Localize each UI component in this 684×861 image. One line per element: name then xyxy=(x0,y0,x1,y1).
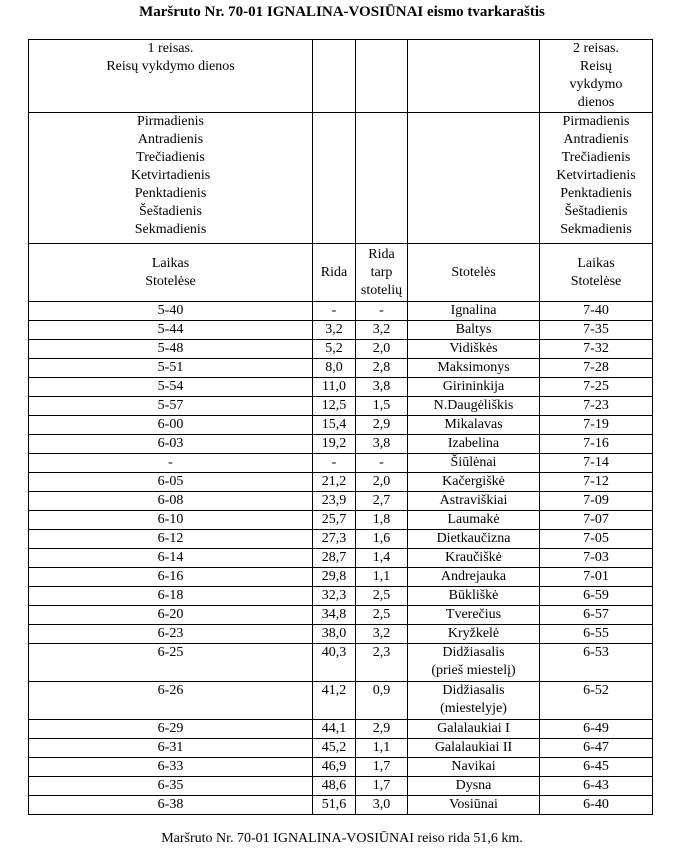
time-trip1-cell: 6-03 xyxy=(29,435,313,454)
trip1-header xyxy=(29,40,313,113)
between-distance-cell: 0,9 xyxy=(356,682,408,720)
column-header-row xyxy=(29,244,653,302)
stop-name: Kačergiškė xyxy=(442,474,505,489)
col-stops-header: Stotelės xyxy=(408,244,540,302)
distance-cell: 8,0 xyxy=(313,359,356,378)
between-distance-cell: - xyxy=(356,302,408,321)
distance-cell: 29,8 xyxy=(313,568,356,587)
route-distance-note: Maršruto Nr. 70-01 IGNALINA-VOSIŪNAI reiso rida 51,6 km. xyxy=(161,831,523,846)
trip1-days xyxy=(29,113,313,244)
schedule-row xyxy=(29,587,653,606)
between-distance-cell: 1,7 xyxy=(356,758,408,777)
schedule-row xyxy=(29,492,653,511)
stop-name: Būkliškė xyxy=(448,588,499,603)
distance-cell: - xyxy=(313,302,356,321)
distance-cell: 11,0 xyxy=(313,378,356,397)
col-between-header xyxy=(356,244,408,302)
time-trip2-cell: 7-03 xyxy=(540,549,653,568)
stop-name-cell xyxy=(408,359,540,378)
time-trip1-cell: 6-31 xyxy=(29,739,313,758)
stop-name-cell xyxy=(408,321,540,340)
distance-cell: 45,2 xyxy=(313,739,356,758)
time-trip2-cell: 7-16 xyxy=(540,435,653,454)
stop-name: Galalaukiai I xyxy=(437,721,510,736)
stop-name-cell xyxy=(408,777,540,796)
col-time2-line2: Stotelėse xyxy=(570,273,622,289)
col-distance-header: Rida xyxy=(313,244,356,302)
stop-name: Izabelina xyxy=(447,436,500,451)
time-trip1-cell: 6-20 xyxy=(29,606,313,625)
between-distance-cell: 2,8 xyxy=(356,359,408,378)
document-title: Maršruto Nr. 70-01 IGNALINA-VOSIŪNAI eismo tvarkaraštis xyxy=(139,4,545,20)
between-distance-cell: 2,9 xyxy=(356,720,408,739)
empty-cell xyxy=(408,40,540,113)
trip2-header-line2: Reisų xyxy=(580,59,612,74)
schedule-row xyxy=(29,454,653,473)
stop-name-cell xyxy=(408,796,540,815)
schedule-row xyxy=(29,568,653,587)
distance-cell: 38,0 xyxy=(313,625,356,644)
time-trip2-cell: 7-23 xyxy=(540,397,653,416)
between-distance-cell: 2,0 xyxy=(356,340,408,359)
stop-name: Tverečius xyxy=(445,607,502,622)
schedule-row xyxy=(29,302,653,321)
between-distance-cell: 3,2 xyxy=(356,321,408,340)
schedule-row xyxy=(29,397,653,416)
distance-cell: 40,3 xyxy=(313,644,356,682)
between-distance-cell: 1,4 xyxy=(356,549,408,568)
time-trip1-cell: 6-23 xyxy=(29,625,313,644)
empty-cell xyxy=(313,40,356,113)
between-distance-cell: 2,7 xyxy=(356,492,408,511)
between-distance-cell: 3,8 xyxy=(356,435,408,454)
time-trip2-cell: 6-59 xyxy=(540,587,653,606)
empty-cell xyxy=(356,40,408,113)
schedule-row xyxy=(29,625,653,644)
stop-name: N.Daugėliškis xyxy=(433,398,514,413)
time-trip2-cell: 7-32 xyxy=(540,340,653,359)
stop-name: Didžiasalis xyxy=(442,645,505,660)
time-trip1-cell: 6-26 xyxy=(29,682,313,720)
stop-name: Baltys xyxy=(455,322,492,337)
schedule-row xyxy=(29,644,653,682)
between-distance-cell: 3,8 xyxy=(356,378,408,397)
distance-cell: 34,8 xyxy=(313,606,356,625)
schedule-row xyxy=(29,359,653,378)
schedule-row xyxy=(29,796,653,815)
between-distance-cell: - xyxy=(356,454,408,473)
day-name: Penktadienis xyxy=(134,186,207,201)
time-trip2-cell: 7-19 xyxy=(540,416,653,435)
time-trip2-cell: 7-09 xyxy=(540,492,653,511)
distance-cell: 21,2 xyxy=(313,473,356,492)
day-name: Trečiadienis xyxy=(561,150,631,165)
trip1-header-line1: 1 reisas. xyxy=(147,41,194,56)
stop-name-cell xyxy=(408,720,540,739)
time-trip1-cell: 5-40 xyxy=(29,302,313,321)
day-name: Sekmadienis xyxy=(134,222,207,237)
stop-name: Laumakė xyxy=(447,512,500,527)
between-distance-cell: 1,6 xyxy=(356,530,408,549)
col-time1-line2: Stotelėse xyxy=(145,273,196,289)
time-trip1-cell: 6-16 xyxy=(29,568,313,587)
stop-name-cell xyxy=(408,397,540,416)
day-name: Ketvirtadienis xyxy=(130,168,211,183)
time-trip2-cell: 7-35 xyxy=(540,321,653,340)
time-trip2-cell: 7-07 xyxy=(540,511,653,530)
stop-name: Mikalavas xyxy=(444,417,503,432)
time-trip1-cell: 6-18 xyxy=(29,587,313,606)
trip-header-row xyxy=(29,40,653,113)
col-time1-line1: Laikas xyxy=(151,255,190,271)
between-distance-cell: 1,5 xyxy=(356,397,408,416)
distance-cell: 46,9 xyxy=(313,758,356,777)
time-trip2-cell: 6-57 xyxy=(540,606,653,625)
distance-cell: 48,6 xyxy=(313,777,356,796)
stop-name: Galalaukiai II xyxy=(434,740,513,755)
day-name: Antradienis xyxy=(137,132,204,147)
time-trip2-cell: 7-01 xyxy=(540,568,653,587)
time-trip1-cell: 6-33 xyxy=(29,758,313,777)
trip2-header-line1: 2 reisas. xyxy=(573,41,619,56)
schedule-row xyxy=(29,435,653,454)
time-trip2-cell: 7-12 xyxy=(540,473,653,492)
distance-cell: 27,3 xyxy=(313,530,356,549)
day-name: Trečiadienis xyxy=(136,150,205,165)
time-trip1-cell: 6-05 xyxy=(29,473,313,492)
time-trip1-cell: 6-35 xyxy=(29,777,313,796)
schedule-row xyxy=(29,530,653,549)
time-trip2-cell: 6-43 xyxy=(540,777,653,796)
schedule-row xyxy=(29,720,653,739)
stop-name-cell xyxy=(408,625,540,644)
schedule-row xyxy=(29,777,653,796)
distance-cell: 44,1 xyxy=(313,720,356,739)
schedule-row xyxy=(29,473,653,492)
trip2-header xyxy=(540,40,653,113)
empty-cell xyxy=(313,113,356,244)
stop-name: Ignalina xyxy=(450,303,497,318)
distance-cell: 32,3 xyxy=(313,587,356,606)
stop-name-cell xyxy=(408,340,540,359)
distance-cell: 51,6 xyxy=(313,796,356,815)
trip2-days xyxy=(540,113,653,244)
day-name: Pirmadienis xyxy=(562,114,630,129)
trip2-header-line4: dienos xyxy=(577,95,615,110)
stop-name-cell xyxy=(408,682,540,720)
time-trip1-cell: 6-12 xyxy=(29,530,313,549)
stop-name-detail: (miestelyje) xyxy=(440,701,507,716)
schedule-row xyxy=(29,511,653,530)
day-name: Ketvirtadienis xyxy=(556,168,636,183)
between-distance-cell: 2,3 xyxy=(356,644,408,682)
stop-name-cell xyxy=(408,606,540,625)
time-trip1-cell: - xyxy=(29,454,313,473)
days-row xyxy=(29,113,653,244)
stop-name: Girininkija xyxy=(442,379,505,394)
schedule-row xyxy=(29,378,653,397)
day-name: Šeštadienis xyxy=(139,204,202,219)
between-distance-cell: 1,7 xyxy=(356,777,408,796)
time-trip1-cell: 5-48 xyxy=(29,340,313,359)
stop-name: Didžiasalis xyxy=(442,683,505,698)
time-trip2-cell: 6-53 xyxy=(540,644,653,682)
stop-name: Maksimonys xyxy=(437,360,510,375)
time-trip1-cell: 6-08 xyxy=(29,492,313,511)
time-trip2-cell: 7-14 xyxy=(540,454,653,473)
stop-name-cell xyxy=(408,473,540,492)
schedule-row xyxy=(29,758,653,777)
distance-cell: 5,2 xyxy=(313,340,356,359)
time-trip2-cell: 6-40 xyxy=(540,796,653,815)
schedule-row xyxy=(29,416,653,435)
stop-name: Astraviškiai xyxy=(439,493,508,508)
stop-name: Dysna xyxy=(455,778,492,793)
col-time2-line1: Laikas xyxy=(577,255,615,271)
time-trip1-cell: 6-29 xyxy=(29,720,313,739)
day-name: Pirmadienis xyxy=(137,114,204,129)
schedule-row xyxy=(29,606,653,625)
stop-name: Kraučiškė xyxy=(445,550,502,565)
schedule-row xyxy=(29,549,653,568)
time-trip1-cell: 6-38 xyxy=(29,796,313,815)
distance-cell: 3,2 xyxy=(313,321,356,340)
between-distance-cell: 2,9 xyxy=(356,416,408,435)
distance-cell: 19,2 xyxy=(313,435,356,454)
time-trip1-cell: 6-00 xyxy=(29,416,313,435)
between-distance-cell: 2,5 xyxy=(356,606,408,625)
day-name: Šeštadienis xyxy=(564,204,628,219)
stop-name-detail: (prieš miestelį) xyxy=(431,663,516,678)
time-trip2-cell: 6-52 xyxy=(540,682,653,720)
day-name: Sekmadienis xyxy=(560,222,632,237)
distance-cell: 25,7 xyxy=(313,511,356,530)
col-between-line1: Rida xyxy=(368,246,395,262)
stop-name-cell xyxy=(408,511,540,530)
time-trip2-cell: 6-49 xyxy=(540,720,653,739)
col-between-line2: tarp xyxy=(370,264,393,280)
time-trip1-cell: 5-54 xyxy=(29,378,313,397)
stop-name: Šiūlėnai xyxy=(450,455,497,470)
day-name: Antradienis xyxy=(563,132,629,147)
distance-cell: 41,2 xyxy=(313,682,356,720)
stop-name-cell xyxy=(408,758,540,777)
col-time1-header xyxy=(29,244,313,302)
col-between-line3: stotelių xyxy=(360,282,403,298)
time-trip1-cell: 6-14 xyxy=(29,549,313,568)
time-trip2-cell: 6-45 xyxy=(540,758,653,777)
stop-name: Andrejauka xyxy=(440,569,507,584)
between-distance-cell: 3,2 xyxy=(356,625,408,644)
distance-cell: 15,4 xyxy=(313,416,356,435)
time-trip2-cell: 7-25 xyxy=(540,378,653,397)
stop-name-cell xyxy=(408,454,540,473)
between-distance-cell: 2,0 xyxy=(356,473,408,492)
distance-cell: 12,5 xyxy=(313,397,356,416)
trip1-header-line2: Reisų vykdymo dienos xyxy=(106,59,235,74)
stop-name: Navikai xyxy=(451,759,496,774)
between-distance-cell: 3,0 xyxy=(356,796,408,815)
stop-name-cell xyxy=(408,302,540,321)
time-trip2-cell: 7-05 xyxy=(540,530,653,549)
between-distance-cell: 1,8 xyxy=(356,511,408,530)
stop-name: Vidiškės xyxy=(449,341,498,356)
schedule-row xyxy=(29,682,653,720)
schedule-row xyxy=(29,739,653,758)
stop-name-cell xyxy=(408,587,540,606)
distance-cell: 23,9 xyxy=(313,492,356,511)
day-name: Penktadienis xyxy=(560,186,632,201)
time-trip1-cell: 5-57 xyxy=(29,397,313,416)
time-trip1-cell: 5-51 xyxy=(29,359,313,378)
schedule-row xyxy=(29,340,653,359)
schedule-row xyxy=(29,321,653,340)
distance-cell: - xyxy=(313,454,356,473)
stop-name-cell xyxy=(408,644,540,682)
stop-name: Vosiūnai xyxy=(449,797,498,812)
col-time2-header xyxy=(540,244,653,302)
time-trip2-cell: 6-55 xyxy=(540,625,653,644)
stop-name-cell xyxy=(408,492,540,511)
empty-cell xyxy=(408,113,540,244)
stop-name-cell xyxy=(408,416,540,435)
stop-name-cell xyxy=(408,378,540,397)
time-trip2-cell: 7-28 xyxy=(540,359,653,378)
time-trip1-cell: 6-10 xyxy=(29,511,313,530)
empty-cell xyxy=(356,113,408,244)
stop-name-cell xyxy=(408,568,540,587)
stop-name: Kryžkelė xyxy=(447,626,500,641)
between-distance-cell: 1,1 xyxy=(356,568,408,587)
stop-name-cell xyxy=(408,530,540,549)
trip2-header-line3: vykdymo xyxy=(569,77,623,92)
schedule-table xyxy=(28,39,653,815)
between-distance-cell: 2,5 xyxy=(356,587,408,606)
time-trip2-cell: 6-47 xyxy=(540,739,653,758)
time-trip1-cell: 6-25 xyxy=(29,644,313,682)
time-trip1-cell: 5-44 xyxy=(29,321,313,340)
stop-name: Dietkaučizna xyxy=(436,531,511,546)
between-distance-cell: 1,1 xyxy=(356,739,408,758)
distance-cell: 28,7 xyxy=(313,549,356,568)
stop-name-cell xyxy=(408,739,540,758)
time-trip2-cell: 7-40 xyxy=(540,302,653,321)
stop-name-cell xyxy=(408,435,540,454)
stop-name-cell xyxy=(408,549,540,568)
